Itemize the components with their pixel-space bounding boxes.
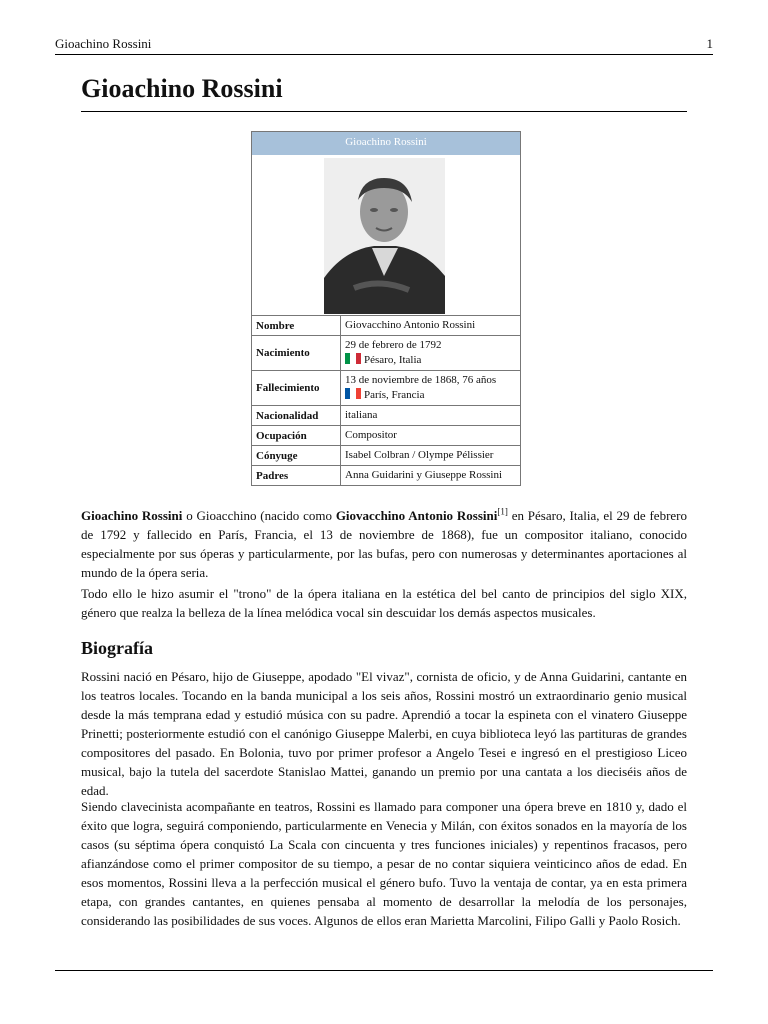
reference-1-link[interactable]: [1]	[497, 506, 508, 517]
death-place-line	[345, 388, 516, 403]
title-rule	[81, 111, 687, 112]
footer-rule	[55, 970, 713, 971]
row-nombre	[252, 316, 520, 336]
row-padres	[252, 466, 520, 485]
value-nacimiento	[341, 336, 520, 370]
label-conyuge: Cónyuge	[252, 446, 341, 465]
label-ocupacion: Ocupación	[252, 426, 341, 445]
row-nacimiento	[252, 336, 520, 371]
infobox	[251, 131, 521, 486]
birth-place: Pésaro, Italia	[364, 354, 422, 366]
label-nacionalidad: Nacionalidad	[252, 406, 341, 425]
row-conyuge	[252, 446, 520, 466]
intro-paragraph-2: Todo ello le hizo asumir el "trono" de la ópera italiana en la estética del bel canto de principios del siglo XIX, género que realza la belleza de la línea melódica vocal sin descuidar los demás aspectos musicales.	[81, 586, 687, 620]
label-padres: Padres	[252, 466, 341, 485]
portrait-cell	[252, 155, 520, 316]
value-nacionalidad: italiana	[345, 409, 378, 421]
intro-text-b: en Pésaro, Italia, el 29 de febrero de 1792 y fallecido en París, Francia, el 13 de noviembre de 1868), fue un compositor italiano, conocido especialmente por sus óperas y particularmente, por las bufas, pero con numerosas y determinantes aportaciones al mundo de la ópera seria.	[81, 508, 687, 580]
france-flag-icon	[345, 388, 361, 399]
biografia-paragraph-2: Siendo clavecinista acompañante en teatros, Rossini es llamado para componer una ópera breve en 1810 y, dado el éxito que logra, seguirá componiendo, particularmente en Venecia y Milán, con éxitos sonados en la mayoría de los casos (su séptima ópera conquistó La Scala con cincuenta y tres funciones iniciales) y repentinos fracasos, pero afianzándose como el primer compositor de su tiempo, a pesar de no contar siquiera veinticinco años de edad. En esos momentos, Rossini lleva a la perfección musical el género bufo. Tuvo la ventaja de contar, ya en esta primera etapa, con grandes cantantes, en quienes pensaba al momento de desarrollar la melodía de los personajes, considerando las posibilidades de sus voces. Algunos de ellos eran Marietta Marcolini, Filipo Galli y Paolo Rosich.	[81, 799, 687, 928]
birth-date: 29 de febrero de 1792	[345, 339, 442, 351]
label-fallecimiento: Fallecimiento	[252, 371, 341, 405]
portrait-image	[324, 158, 445, 314]
page-title: Gioachino Rossini	[81, 74, 283, 103]
value-nombre: Giovacchino Antonio Rossini	[345, 319, 476, 331]
label-nacimiento: Nacimiento	[252, 336, 341, 370]
running-header	[55, 36, 713, 55]
row-fallecimiento	[252, 371, 520, 406]
intro-text-a: o Gioacchino (nacido como	[182, 508, 336, 523]
death-date: 13 de noviembre de 1868, 76 años	[345, 374, 497, 386]
value-fallecimiento	[341, 371, 520, 405]
value-conyuge: Isabel Colbran / Olympe Pélissier	[345, 449, 494, 461]
italy-flag-icon	[345, 353, 361, 364]
running-title: Gioachino Rossini	[55, 36, 152, 51]
birth-place-line	[345, 353, 516, 368]
infobox-title: Gioachino Rossini	[252, 132, 520, 155]
biografia-paragraph-1: Rossini nació en Pésaro, hijo de Giuseppe, apodado "El vivaz", cornista de oficio, y de Anna Guidarini, cantante en los teatros locales. Tocando en la banda municipal a los seis años, Rossini mostró un extraordinario genio musical desde la más temprana edad y estudió música con su padre. Aprendió a tocar la espineta con el vinatero Giuseppe Prinetti; posteriormente estudió con el canónigo Giuseppe Malerbi, en cuya biblioteca leyó las partituras de grandes compositores del pasado. En Bolonia, tuvo por primer profesor a Angelo Tesei e ingresó en el prestigioso Liceo musical, bajo la tutela del sacerdote Stanislao Mattei, ganando un premio por una cantata a los dieciséis años de edad.	[81, 669, 687, 798]
value-padres: Anna Guidarini y Giuseppe Rossini	[345, 469, 503, 481]
value-ocupacion: Compositor	[345, 429, 397, 441]
page-number: 1	[706, 36, 713, 51]
row-ocupacion	[252, 426, 520, 446]
section-heading-biografia: Biografía	[81, 638, 153, 658]
birth-name: Giovacchino Antonio Rossini	[335, 508, 498, 523]
row-nacionalidad	[252, 406, 520, 426]
death-place: París, Francia	[364, 389, 425, 401]
intro-paragraph-1	[81, 506, 687, 582]
subject-name: Gioachino Rossini	[81, 508, 183, 523]
label-nombre: Nombre	[252, 316, 341, 335]
